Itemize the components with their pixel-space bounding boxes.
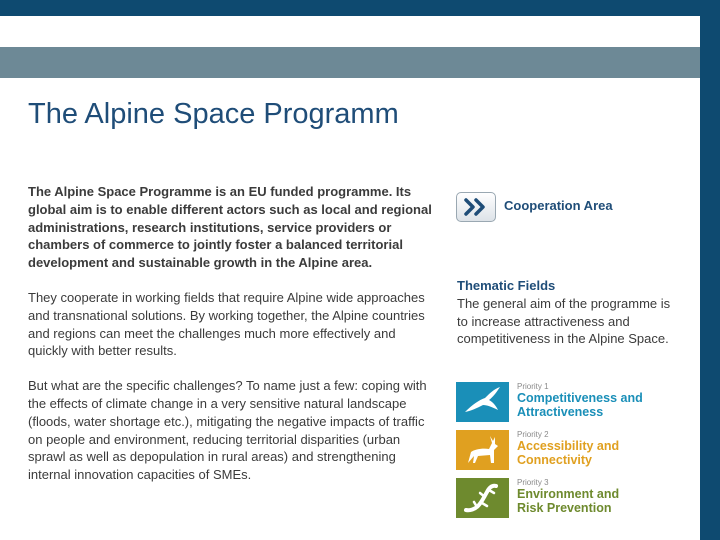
priority-3-badge (456, 478, 509, 518)
cooperation-area-link[interactable] (456, 192, 686, 222)
priority-3-title-line1: Environment and (517, 487, 620, 501)
priority-1-badge (456, 382, 509, 422)
priority-1-title-line2: Attractiveness (517, 405, 604, 419)
thematic-heading: Thematic Fields (457, 278, 556, 293)
priority-3[interactable] (456, 478, 648, 518)
priority-3-number: Priority 3 (517, 478, 549, 487)
frame-right (700, 0, 720, 540)
priority-1-title-line1: Competitiveness and (517, 391, 643, 405)
chamois-icon (456, 430, 509, 470)
header-band (0, 47, 700, 78)
priority-2-title-line1: Accessibility and (517, 439, 620, 453)
priority-1-text (517, 382, 649, 422)
intro-paragraph: The Alpine Space Programme is an EU funded programme. Its global aim is to enable different actors such as local and regional administrations, research institutions, service providers or chambers of commerce to jointly foster a balanced territorial development and sustainable growth in the Alpine area. (28, 184, 432, 271)
priority-2-text (517, 430, 649, 470)
priority-2-badge (456, 430, 509, 470)
challenges-paragraph: But what are the specific challenges? To name just a few: coping with the effects of climate change in a very sensitive natural landscape (floods, water shortage etc.), mitigating the negative impacts of traffic on people and environment, reducing territorial disparities (urban sprawl as well as depopulation in rural areas) and strengthening internal innovation capacities of SMEs. (28, 378, 427, 483)
thematic-body: The general aim of the programme is to increase attractiveness and competitiveness in the Alpine Space. (457, 295, 671, 347)
frame-top (0, 0, 720, 16)
header-white-strip (0, 16, 700, 47)
priority-2-number: Priority 2 (517, 430, 549, 439)
body-text (28, 183, 433, 484)
salamander-icon (456, 478, 509, 518)
cooperation-area-label[interactable]: Cooperation Area (504, 198, 613, 213)
double-chevron-right-icon (463, 198, 489, 216)
priority-2-title-line2: Connectivity (517, 453, 593, 467)
priority-1[interactable] (456, 382, 648, 422)
priority-3-text (517, 478, 649, 518)
priority-2[interactable] (456, 430, 648, 470)
bird-icon (456, 382, 509, 422)
page-title: The Alpine Space Programm (28, 98, 399, 130)
cooperation-paragraph: They cooperate in working fields that require Alpine wide approaches and transnational solutions. By working together, the Alpine countries and regions can meet the challenges much more effectively and quickly with better results. (28, 289, 425, 359)
thematic-fields (457, 277, 682, 348)
cooperation-area-button[interactable] (456, 192, 496, 222)
priority-3-title-line2: Risk Prevention (517, 501, 612, 515)
priority-1-number: Priority 1 (517, 382, 549, 391)
